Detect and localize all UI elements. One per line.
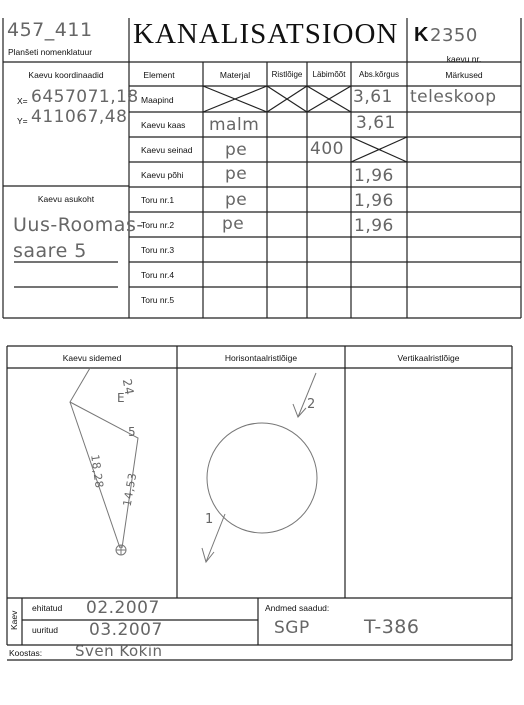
ehitatud-label: ehitatud	[32, 603, 63, 613]
row-element: Toru nr.1	[141, 195, 175, 205]
andmed-value1: SGP	[274, 618, 310, 638]
row-abs: 1,96	[354, 216, 394, 236]
coord-y-value: 411067,48	[31, 107, 128, 127]
row-element: Toru nr.3	[141, 245, 175, 255]
row-materjal: pe	[225, 190, 248, 210]
row-element: Kaevu seinad	[141, 145, 193, 155]
row-abs: 3,61	[356, 113, 396, 133]
section-horizontal: Horisontaalristlõige	[224, 353, 298, 363]
sketch-arrow2-label: 2	[307, 397, 316, 412]
uuritud-label: uuritud	[32, 625, 58, 635]
koostas-value: Sven Kokin	[75, 642, 163, 660]
well-prefix: K	[414, 24, 429, 46]
col-header-materjal: Materjal	[219, 70, 251, 80]
section-vertical: Vertikaalristlõige	[397, 353, 460, 363]
coord-x-label: X=	[17, 96, 28, 106]
coord-y-label: Y=	[17, 116, 28, 126]
sketch-label-d1b: E	[117, 391, 126, 405]
well-label: kaevu nr.	[446, 54, 482, 64]
ehitatud-value: 02.2007	[86, 598, 160, 618]
sketch-label-d3: 18,28	[88, 453, 106, 490]
row-materjal: malm	[209, 115, 260, 135]
nomenclature-label: Planšeti nomenklatuur	[8, 47, 93, 57]
coords-label: Kaevu koordinaadid	[28, 70, 104, 80]
sketch-arrow1-label: 1	[205, 512, 214, 527]
kaev-label: Kaev	[9, 610, 19, 630]
andmed-value2: T-386	[364, 616, 420, 638]
col-header-labimoot: Läbimõõt	[312, 70, 346, 79]
row-abs: 1,96	[354, 166, 394, 186]
row-element: Kaevu põhi	[141, 170, 184, 180]
row-element: Kaevu kaas	[141, 120, 186, 130]
coord-x-value: 6457071,18	[31, 87, 139, 107]
row-materjal: pe	[225, 164, 248, 184]
sketch-label-d4: 14,53	[120, 471, 140, 508]
sketch-label-d1: 24	[119, 377, 137, 397]
col-header-ristloige: Ristlõige	[271, 70, 303, 79]
col-header-markused: Märkused	[445, 70, 483, 80]
row-abs: 1,96	[354, 191, 394, 211]
row-element: Toru nr.5	[141, 295, 175, 305]
uuritud-value: 03.2007	[89, 620, 163, 640]
col-header-element: Element	[143, 70, 175, 80]
row-materjal: pe	[222, 214, 245, 234]
page-title: KANALISATSIOON	[133, 18, 399, 50]
row-labimoot: 400	[310, 139, 344, 159]
sketch-label-d2: 5	[128, 425, 137, 439]
section-sidemed: Kaevu sidemed	[62, 353, 122, 363]
row-element: Toru nr.2	[141, 220, 175, 230]
well-number: 2350	[430, 25, 478, 46]
row-element: Maapind	[141, 95, 174, 105]
row-materjal: pe	[225, 140, 248, 160]
location-line2: saare 5	[13, 240, 87, 262]
col-header-abs: Abs.kõrgus	[358, 70, 400, 79]
koostas-label: Koostas:	[9, 648, 43, 658]
row-markused: teleskoop	[410, 87, 497, 107]
nomenclature-value: 457_411	[7, 19, 93, 41]
location-line1: Uus-Roomas-	[13, 214, 144, 236]
location-label: Kaevu asukoht	[37, 194, 95, 204]
row-abs: 3,61	[353, 87, 393, 107]
row-element: Toru nr.4	[141, 270, 175, 280]
andmed-label: Andmed saadud:	[265, 603, 330, 613]
